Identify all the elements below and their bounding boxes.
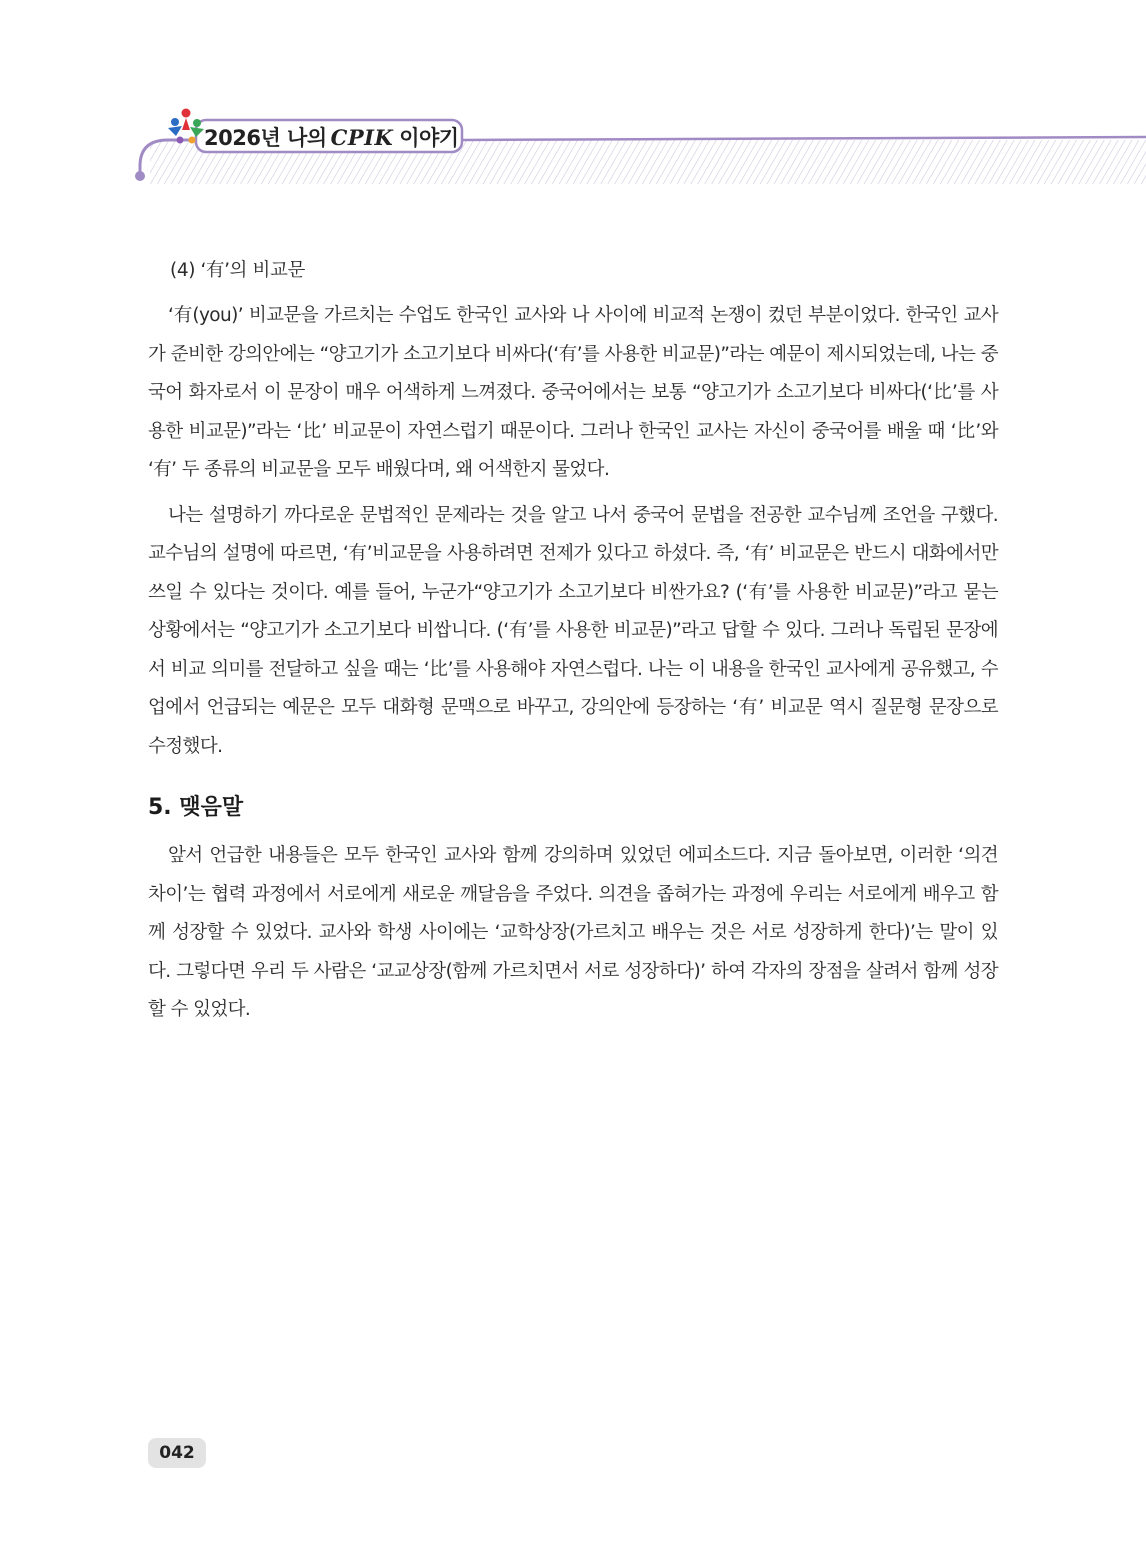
header-title-brand: CPIK — [330, 125, 394, 150]
header-title-prefix: 2026년 나의 — [204, 126, 327, 150]
paragraph: 앞서 언급한 내용들은 모두 한국인 교사와 함께 강의하며 있었던 에피소드다. 지금 돌아보면, 이러한 ‘의견 차이’는 협력 과정에서 서로에게 새로운 깨달음을 주었다. 의견을 좁혀가는 과정에 우리는 서로에게 배우고 함께 성장할 수 있었다. 교사와 학생 사이에는 ‘교학상장(가르치고 배우는 것은 서로 성장하게 한다)’는 말이 있다. 그렇다면 우리 두 사람은 ‘교교상장(함께 가르치면서 서로 성장하다)’ 하여 각자의 장점을 살려서 함께 성장할 수 있었다. — [148, 845, 998, 1020]
paragraph: 나는 설명하기 까다로운 문법적인 문제라는 것을 알고 나서 중국어 문법을 전공한 교수님께 조언을 구했다. 교수님의 설명에 따르면, ‘有’비교문을 사용하려면 전제가 있다고 하셨다. 즉, ‘有’ 비교문은 반드시 대화에서만 쓰일 수 있다는 것이다. 예를 들어, 누군가“양고기가 소고기보다 비싼가요? (‘有’를 사용한 비교문)”라고 묻는 상황에서는 “양고기가 소고기보다 비쌉니다. (‘有’를 사용한 비교문)”라고 답할 수 있다. 그러나 독립된 문장에서 비교 의미를 전달하고 싶을 때는 ‘比’를 사용해야 자연스럽다. 나는 이 내용을 한국인 교사에게 공유했고, 수업에서 언급되는 예문은 모두 대화형 문맥으로 바꾸고, 강의안에 등장하는 ‘有’ 비교문 역시 질문형 문장으로 수정했다. — [148, 504, 998, 757]
page-number: 042 — [148, 1438, 206, 1468]
header-decoration — [0, 0, 1146, 200]
header-dot — [135, 171, 145, 181]
page-header — [0, 0, 1146, 200]
header-line — [462, 137, 1146, 140]
subheading-4: (4) ‘有’의 비교문 — [170, 260, 305, 281]
header-title-suffix: 이야기 — [399, 126, 459, 150]
section4-body — [148, 297, 998, 766]
section5-body — [148, 837, 998, 1030]
header-title — [204, 122, 459, 152]
paragraph: ‘有(you)’ 비교문을 가르치는 수업도 한국인 교사와 나 사이에 비교적 논쟁이 컸던 부분이었다. 한국인 교사가 준비한 강의안에는 “양고기가 소고기보다 비싸다(‘有’를 사용한 비교문)”라는 예문이 제시되었는데, 나는 중국어 화자로서 이 문장이 매우 어색하게 느껴졌다. 중국어에서는 보통 “양고기가 소고기보다 비싸다(‘比’를 사용한 비교문)”라는 ‘比’ 비교문이 자연스럽기 때문이다. 그러나 한국인 교사는 자신이 중국어를 배울 때 ‘比’와 ‘有’ 두 종류의 비교문을 모두 배웠다며, 왜 어색한지 물었다. — [148, 305, 998, 480]
section-title: 5. 맺음말 — [148, 795, 244, 820]
